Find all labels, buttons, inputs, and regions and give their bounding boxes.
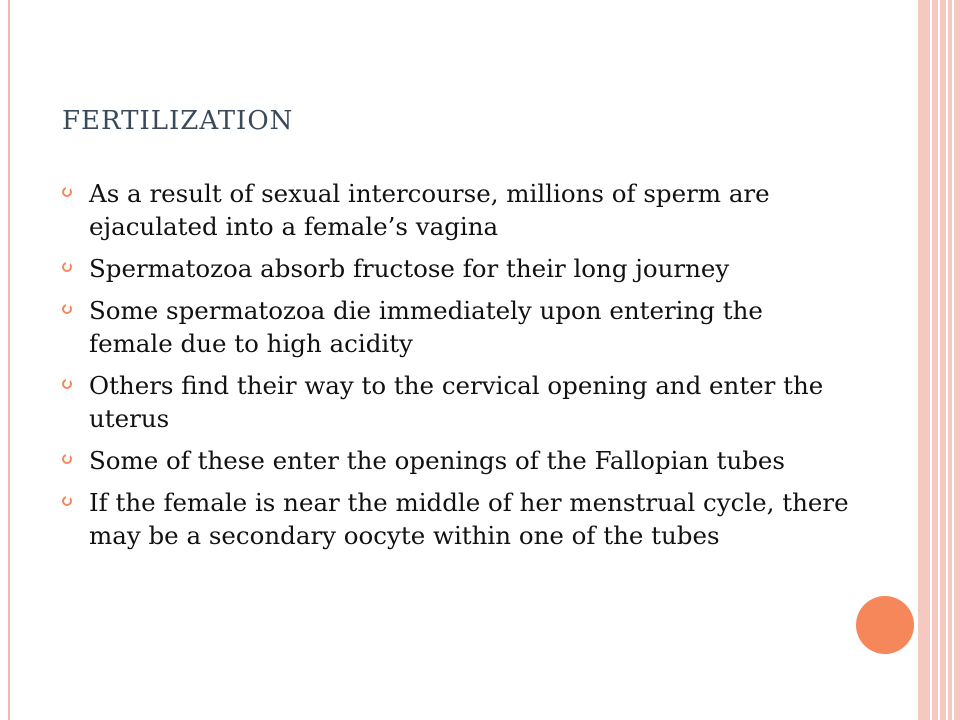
bullet-item — [62, 444, 852, 477]
bullet-item — [62, 177, 852, 243]
right-stripe-gap — [946, 0, 948, 720]
open-circle-bullet-icon — [62, 496, 72, 506]
slide-title: FERTILIZATION — [62, 106, 294, 136]
right-stripe-band — [918, 0, 930, 720]
right-stripe-gap — [952, 0, 954, 720]
bullet-text: Some of these enter the openings of the Fallopian tubes — [89, 446, 786, 475]
bullet-item — [62, 369, 852, 435]
open-circle-bullet-icon — [62, 304, 72, 314]
open-circle-bullet-icon — [62, 262, 72, 272]
open-circle-bullet-icon — [62, 187, 72, 197]
bullet-item — [62, 252, 852, 285]
orange-circle-decoration — [856, 596, 914, 654]
bullet-text: If the female is near the middle of her menstrual cycle, there may be a secondary oocyte within one of the tubes — [89, 488, 849, 550]
bullet-text: Spermatozoa absorb fructose for their long journey — [89, 254, 730, 283]
bullet-list — [62, 177, 852, 561]
bullet-item — [62, 486, 852, 552]
bullet-text: Others find their way to the cervical opening and enter the uterus — [89, 371, 824, 433]
bullet-item — [62, 294, 852, 360]
open-circle-bullet-icon — [62, 379, 72, 389]
right-stripe-band — [940, 0, 960, 720]
left-border-line — [8, 0, 10, 720]
open-circle-bullet-icon — [62, 454, 72, 464]
bullet-text: Some spermatozoa die immediately upon entering the female due to high acidity — [89, 296, 763, 358]
bullet-text: As a result of sexual intercourse, millions of sperm are ejaculated into a female’s vagina — [89, 179, 770, 241]
